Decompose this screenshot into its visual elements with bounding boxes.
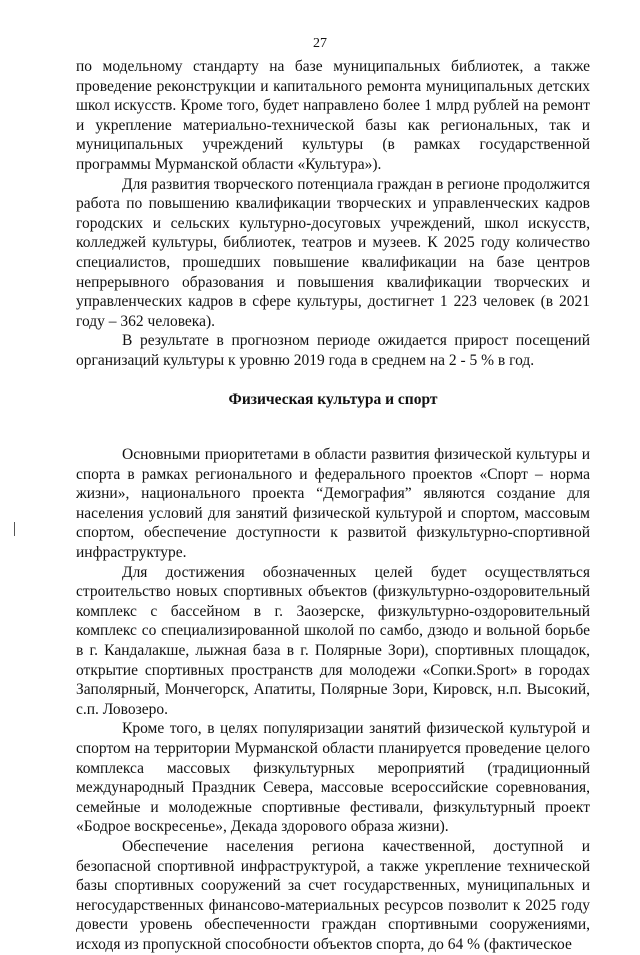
section-heading: Физическая культура и спорт	[228, 390, 438, 408]
paragraph: по модельному стандарту на базе муниципальных библиотек, а также проведение реконструкции и капитального ремонта муниципальных детских школ искусств. Кроме того, будет направлено более 1 млрд рублей на ремонт и укрепление материально-технической базы как региональных, так и муниципальных учреждений культуры (в рамках государственной программы Мурманской области «Культура»).	[76, 58, 590, 173]
paragraph: Для развития творческого потенциала граждан в регионе продолжится работа по повышению квалификации творческих и управленческих кадров городских и сельских культурно-досуговых учреждений, школ искусств, колледжей культуры, библиотек, театров и музеев. К 2025 году количество специалистов, прошедших повышение квалификации на базе центров непрерывного образования и повышения квалификации творческих и управленческих кадров в сфере культуры, достигнет 1 223 человек (в 2021 году – 362 человека).	[76, 175, 590, 330]
page-content	[76, 57, 590, 955]
margin-mark	[14, 522, 15, 536]
paragraph: Обеспечение населения региона качественной, доступной и безопасной спортивной инфраструктурой, а также укрепление технической базы спортивных сооружений за счет государственных, муниципальных и негосударственных финансово-материальных ресурсов позволит к 2025 году довести уровень обеспеченности граждан спортивными сооружениями, исходя из пропускной способности объектов спорта, до 64 % (фактическое	[76, 837, 590, 953]
spacer	[76, 427, 590, 445]
paragraph: Основными приоритетами в области развития физической культуры и спорта в рамках регионального и федерального проектов «Спорт – норма жизни», национального проекта “Демография” являются создание для населения условий для занятий физической культурой и спортом, массовым спортом, обеспечение доступности к развитой физкультурно-спортивной инфраструктуре.	[76, 446, 590, 562]
paragraph: Для достижения обозначенных целей будет осуществляться строительство новых спортивных объектов (физкультурно-оздоровительный комплекс с бассейном в г. Заозерске, физкультурно-оздоровительный комплекс со специализированной школой по самбо, дзюдо и вольной борьбе в г. Кандалакше, лыжная база в г. Полярные Зори), спортивных площадок, открытие спортивных пространств для молодежи «Сопки.Sport» в городах Заполярный, Мончегорск, Апатиты, Полярные Зори, Кировск, н.п. Высокий, с.п. Ловозеро.	[76, 563, 590, 718]
paragraph: В результате в прогнозном периоде ожидается прирост посещений организаций культуры к уровню 2019 года в среднем на 2 - 5 % в год.	[76, 332, 590, 369]
page-number: 27	[313, 36, 327, 51]
paragraph: Кроме того, в целях популяризации занятий физической культурой и спортом на территории Мурманской области планируется проведение целого комплекса массовых физкультурных мероприятий (традиционный международный Праздник Севера, массовые всероссийские соревнования, семейные и молодежные спортивные фестивали, физкультурный проект «Бодрое воскресенье», Декада здорового образа жизни).	[76, 720, 590, 836]
